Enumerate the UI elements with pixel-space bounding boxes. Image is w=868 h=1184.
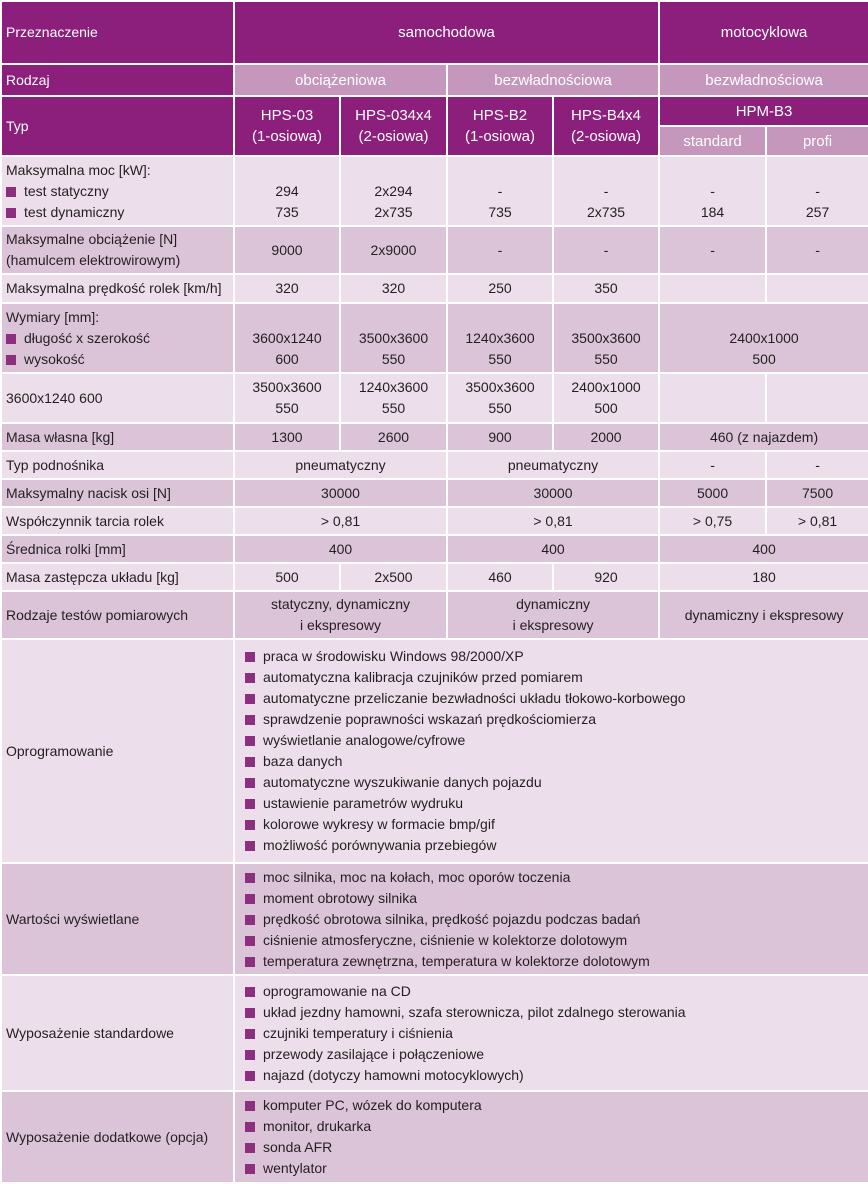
zastepcza-hps034x4: 2x500 [340, 563, 447, 591]
list-item: wyświetlanie analogowe/cyfrowe [245, 730, 864, 751]
wymiary2-hps03: 3500x3600 550 [234, 373, 340, 423]
podnosnik-bezwladnosciowa: pneumatyczny [447, 451, 659, 479]
predkosc-hps03: 320 [234, 274, 340, 303]
list-item: układ jezdny hamowni, szafa sterownicza, pilot zdalnego sterowania [245, 1002, 864, 1023]
moc-hpsb2: - 735 [447, 156, 553, 226]
row-oprogramowanie [1, 639, 868, 863]
standardowe-list [245, 981, 864, 1086]
label-dodatkowe: Wyposażenie dodatkowe (opcja) [1, 1091, 234, 1183]
predkosc-hpsb2: 250 [447, 274, 553, 303]
wymiary2-standard [659, 373, 766, 423]
row-dodatkowe [1, 1091, 868, 1183]
list-item: najazd (dotyczy hamowni motocyklowych) [245, 1065, 864, 1086]
list-item: ustawienie parametrów wydruku [245, 793, 864, 814]
masa-hps034x4: 2600 [340, 423, 447, 451]
row-tarcie [1, 507, 868, 535]
list-item: przewody zasilające i połączeniowe [245, 1044, 864, 1065]
testy-moto: dynamiczny i ekspresowy [659, 591, 868, 639]
label-rodzaj: Rodzaj [1, 64, 234, 96]
row-typ [1, 96, 868, 126]
label-zastepcza: Masa zastępcza układu [kg] [1, 563, 234, 591]
podnosnik-profi: - [766, 451, 868, 479]
list-item: ciśnienie atmosferyczne, ciśnienie w kolektorze dolotowym [245, 930, 864, 951]
tarcie-obciazeniowa: > 0,81 [234, 507, 447, 535]
label-moc: Maksymalna moc [kW]: test statyczny test dynamiczny [1, 156, 234, 226]
dodatkowe-list-cell [234, 1091, 868, 1183]
obciazenie-profi: - [766, 226, 868, 274]
tarcie-standard: > 0,75 [659, 507, 766, 535]
row-podnosnik [1, 451, 868, 479]
row-moc [1, 156, 868, 226]
standardowe-list-cell [234, 975, 868, 1091]
moc-standard: - 184 [659, 156, 766, 226]
srednica-obciazeniowa: 400 [234, 535, 447, 563]
srednica-bezwladnosciowa: 400 [447, 535, 659, 563]
predkosc-profi [766, 274, 868, 303]
row-wymiary-2 [1, 373, 868, 423]
zastepcza-hpsb2: 460 [447, 563, 553, 591]
moc-hps034x4: 2x294 2x735 [340, 156, 447, 226]
rodzaj-obciazeniowa: obciążeniowa [234, 64, 447, 96]
podnosnik-standard: - [659, 451, 766, 479]
list-item: praca w środowisku Windows 98/2000/XP [245, 646, 864, 667]
moc-hps03: 294 735 [234, 156, 340, 226]
moc-hpsb4x4: - 2x735 [553, 156, 659, 226]
list-item: sonda AFR [245, 1137, 864, 1158]
masa-hps03: 1300 [234, 423, 340, 451]
rodzaj-bezwladnosciowa-moto: bezwładnościowa [659, 64, 868, 96]
oprogramowanie-list-cell [234, 639, 868, 863]
tarcie-bezwladnosciowa: > 0,81 [447, 507, 659, 535]
oprogramowanie-list [245, 646, 864, 856]
header-samochodowa: samochodowa [234, 1, 659, 64]
label-nacisk: Maksymalny nacisk osi [N] [1, 479, 234, 507]
list-item: automatyczne wyszukiwanie danych pojazdu [245, 772, 864, 793]
list-item: temperatura zewnętrzna, temperatura w kolektorze dolotowym [245, 951, 864, 972]
row-zastepcza [1, 563, 868, 591]
wymiary-hps034x4: 3500x3600 550 [340, 303, 447, 373]
zastepcza-hps03: 500 [234, 563, 340, 591]
wartosci-list [245, 867, 864, 972]
wymiary-hps03: 3600x1240 600 [234, 303, 340, 373]
obciazenie-hps034x4: 2x9000 [340, 226, 447, 274]
dodatkowe-list [245, 1095, 864, 1179]
typ-hps03: HPS-03 (1-osiowa) [234, 96, 340, 156]
list-item: automatyczne przeliczanie bezwładności układu tłokowo-korbowego [245, 688, 864, 709]
wymiary2-hpsb2: 3500x3600 550 [447, 373, 553, 423]
label-wymiary: Wymiary [mm]: długość x szerokość wysokość [1, 303, 234, 373]
list-item: moment obrotowy silnika [245, 888, 864, 909]
masa-hpsb2: 900 [447, 423, 553, 451]
zastepcza-moto: 180 [659, 563, 868, 591]
wymiary-hpsb2: 1240x3600 550 [447, 303, 553, 373]
label-typ: Typ [1, 96, 234, 156]
list-item: monitor, drukarka [245, 1116, 864, 1137]
label-podnosnik: Typ podnośnika [1, 451, 234, 479]
obciazenie-hpsb2: - [447, 226, 553, 274]
wymiary-moto: 2400x1000 500 [659, 303, 868, 373]
list-item: kolorowe wykresy w formacie bmp/gif [245, 814, 864, 835]
predkosc-hpsb4x4: 350 [553, 274, 659, 303]
predkosc-hps034x4: 320 [340, 274, 447, 303]
label-predkosc: Maksymalna prędkość rolek [km/h] [1, 274, 234, 303]
list-item: baza danych [245, 751, 864, 772]
list-item: wentylator [245, 1158, 864, 1179]
header-motocyklowa: motocyklowa [659, 1, 868, 64]
row-wartosci [1, 863, 868, 975]
wymiary-hpsb4x4: 3500x3600 550 [553, 303, 659, 373]
list-item: czujniki temperatury i ciśnienia [245, 1023, 864, 1044]
row-masa [1, 423, 868, 451]
label-srednica: Średnica rolki [mm] [1, 535, 234, 563]
nacisk-bezwladnosciowa: 30000 [447, 479, 659, 507]
testy-bezwladnosciowa: dynamiczny i ekspresowy [447, 591, 659, 639]
row-nacisk [1, 479, 868, 507]
row-rodzaj [1, 64, 868, 96]
typ-hpmb3: HPM-B3 [659, 96, 868, 126]
list-item: możliwość porównywania przebiegów [245, 835, 864, 856]
wymiary2-hpsb4x4: 2400x1000 500 [553, 373, 659, 423]
typ-standard: standard [659, 126, 766, 156]
wymiary2-hps034x4: 1240x3600 550 [340, 373, 447, 423]
obciazenie-standard: - [659, 226, 766, 274]
row-predkosc [1, 274, 868, 303]
label-standardowe: Wyposażenie standardowe [1, 975, 234, 1091]
row-standardowe [1, 975, 868, 1091]
wymiary2-profi [766, 373, 868, 423]
nacisk-profi: 7500 [766, 479, 868, 507]
label-wartosci: Wartości wyświetlane [1, 863, 234, 975]
label-testy: Rodzaje testów pomiarowych [1, 591, 234, 639]
list-item: prędkość obrotowa silnika, prędkość pojazdu podczas badań [245, 909, 864, 930]
typ-profi: profi [766, 126, 868, 156]
row-testy [1, 591, 868, 639]
label-oprogramowanie: Oprogramowanie [1, 639, 234, 863]
row-wymiary [1, 303, 868, 373]
obciazenie-hpsb4x4: - [553, 226, 659, 274]
wartosci-list-cell [234, 863, 868, 975]
list-item: sprawdzenie poprawności wskazań prędkościomierza [245, 709, 864, 730]
list-item: komputer PC, wózek do komputera [245, 1095, 864, 1116]
srednica-moto: 400 [659, 535, 868, 563]
label-obciazenie: Maksymalne obciążenie [N] (hamulcem elektrowirowym) [1, 226, 234, 274]
typ-hpsb4x4: HPS-B4x4 (2-osiowa) [553, 96, 659, 156]
label-przeznaczenie: Przeznaczenie [1, 1, 234, 64]
predkosc-standard [659, 274, 766, 303]
list-item: oprogramowanie na CD [245, 981, 864, 1002]
row-przeznaczenie [1, 1, 868, 64]
typ-hpsb2: HPS-B2 (1-osiowa) [447, 96, 553, 156]
list-item: automatyczna kalibracja czujników przed pomiarem [245, 667, 864, 688]
row-obciazenie [1, 226, 868, 274]
zastepcza-hpsb4x4: 920 [553, 563, 659, 591]
masa-hpsb4x4: 2000 [553, 423, 659, 451]
label-masa: Masa własna [kg] [1, 423, 234, 451]
nacisk-standard: 5000 [659, 479, 766, 507]
label-wymiary-2: 3600x1240 600 [1, 373, 234, 423]
tarcie-profi: > 0,81 [766, 507, 868, 535]
masa-moto: 460 (z najazdem) [659, 423, 868, 451]
nacisk-obciazeniowa: 30000 [234, 479, 447, 507]
obciazenie-hps03: 9000 [234, 226, 340, 274]
row-srednica [1, 535, 868, 563]
podnosnik-obciazeniowa: pneumatyczny [234, 451, 447, 479]
label-tarcie: Współczynnik tarcia rolek [1, 507, 234, 535]
testy-obciazeniowa: statyczny, dynamiczny i ekspresowy [234, 591, 447, 639]
moc-profi: - 257 [766, 156, 868, 226]
typ-hps034x4: HPS-034x4 (2-osiowa) [340, 96, 447, 156]
rodzaj-bezwladnosciowa-car: bezwładnościowa [447, 64, 659, 96]
list-item: moc silnika, moc na kołach, moc oporów toczenia [245, 867, 864, 888]
